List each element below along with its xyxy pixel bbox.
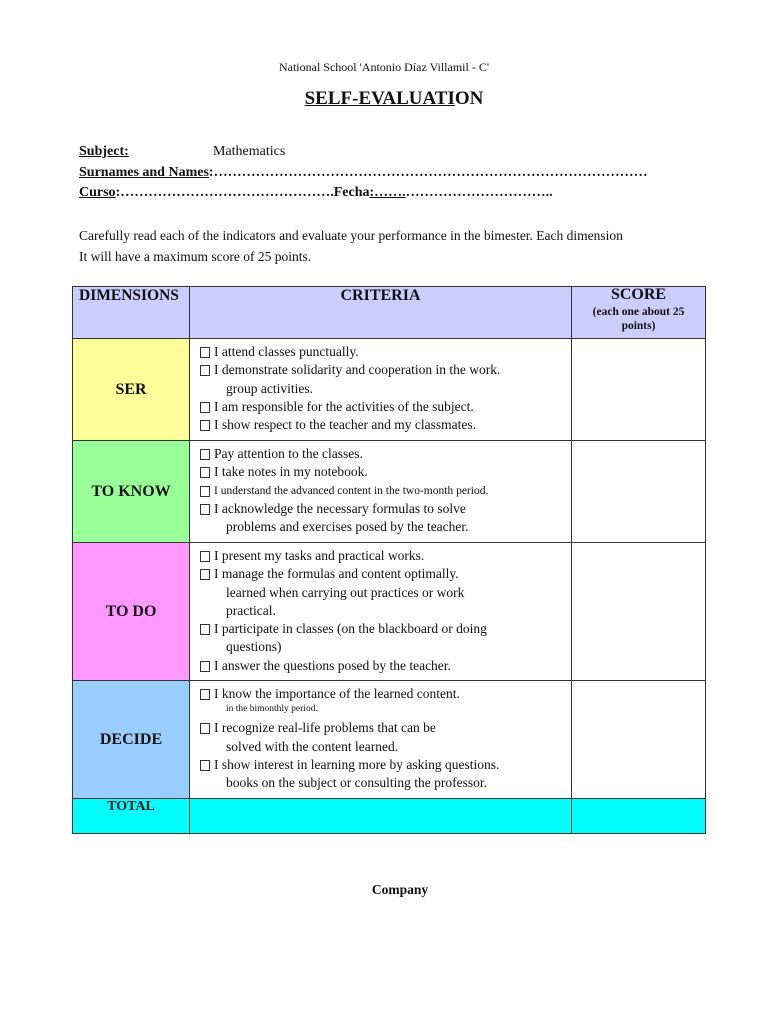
instructions-line-1: Carefully read each of the indicators and evaluate your performance in the bimester. Each dimension	[79, 228, 623, 243]
criterion-text: I recognize real-life problems that can be	[214, 720, 436, 736]
score-cell-to-know[interactable]	[572, 441, 706, 543]
criterion-text: I present my tasks and practical works.	[214, 548, 425, 563]
curso-fecha-field[interactable]	[79, 185, 553, 201]
dimension-to-do: TO DO	[73, 543, 190, 681]
criterion-text: I participate in classes (on the blackboard or doing	[214, 621, 487, 637]
criterion-item[interactable]	[200, 565, 563, 620]
title-underlined: SELF-EVALUATI	[304, 88, 455, 109]
checkbox-icon[interactable]	[200, 467, 210, 478]
criterion-note: in the bimonthly period.	[226, 704, 318, 715]
criterion-text: I demonstrate solidarity and cooperation in the work.	[214, 362, 501, 378]
checkbox-icon[interactable]	[200, 689, 210, 700]
table-row-ser	[73, 339, 706, 441]
criterion-item[interactable]	[200, 756, 563, 793]
dimension-to-know: TO KNOW	[73, 441, 190, 543]
header-dimensions: DIMENSIONS	[73, 287, 190, 339]
table-row-to-know	[73, 441, 706, 543]
criterion-text-cont: group activities.	[226, 380, 313, 396]
total-score-cell[interactable]	[572, 799, 706, 834]
surnames-blank: :…………………………………………………………………………………	[208, 165, 648, 180]
checkbox-icon[interactable]	[200, 569, 210, 580]
checkbox-icon[interactable]	[200, 504, 210, 515]
criterion-item[interactable]	[200, 361, 563, 398]
criterion-item[interactable]	[200, 398, 563, 416]
checkbox-icon[interactable]	[200, 624, 210, 635]
criterion-text-cont: solved with the content learned.	[226, 738, 399, 754]
checkbox-icon[interactable]	[200, 420, 210, 431]
criterion-item[interactable]	[200, 445, 563, 463]
criterion-text: I know the importance of the learned content.	[214, 686, 460, 701]
header-criteria: CRITERIA	[190, 287, 572, 339]
checkbox-icon[interactable]	[200, 486, 210, 497]
subject-label: Subject:	[79, 144, 129, 159]
surnames-label: Surnames and Names	[79, 165, 209, 180]
checkbox-icon[interactable]	[200, 347, 210, 358]
fecha-blank-underlined: :…….	[369, 185, 406, 200]
table-header-row	[73, 287, 706, 339]
criterion-text-cont: practical.	[226, 602, 276, 618]
dimension-ser: SER	[73, 339, 190, 441]
header-score	[572, 287, 706, 339]
page-title	[0, 88, 768, 110]
score-cell-decide[interactable]	[572, 681, 706, 799]
criterion-text: I take notes in my notebook.	[214, 464, 368, 480]
fecha-blank: ………………………….	[405, 185, 550, 200]
fecha-label: Fecha	[333, 185, 370, 200]
checkbox-icon[interactable]	[200, 661, 210, 672]
header-score-label: SCORE	[610, 286, 667, 303]
total-criteria-cell	[190, 799, 572, 834]
title-rest: ON	[454, 88, 484, 109]
total-label: TOTAL	[73, 799, 190, 834]
checkbox-icon[interactable]	[200, 723, 210, 734]
instructions-line-2: It will have a maximum score of 25 points.	[79, 249, 312, 264]
criterion-text-cont: learned when carrying out practices or work	[226, 584, 465, 600]
criterion-item[interactable]	[200, 482, 563, 500]
checkbox-icon[interactable]	[200, 760, 210, 771]
criterion-text-cont: questions)	[226, 639, 282, 655]
criterion-item[interactable]	[200, 547, 563, 565]
criterion-text-cont: problems and exercises posed by the teacher.	[226, 519, 469, 535]
surnames-field[interactable]	[79, 165, 648, 181]
criterion-text: I understand the advanced content in the two-month period.	[214, 484, 489, 497]
company-label: Company	[371, 882, 429, 897]
curso-blank: :……………………………………….	[115, 185, 334, 200]
evaluation-table	[72, 286, 706, 834]
criterion-item[interactable]	[200, 685, 563, 715]
checkbox-icon[interactable]	[200, 551, 210, 562]
table-row-total	[73, 799, 706, 834]
criteria-to-do	[190, 543, 572, 681]
criterion-item[interactable]	[200, 343, 563, 361]
school-name: National School 'Antonio Díaz Villamil - C'	[278, 60, 490, 74]
criteria-ser	[190, 339, 572, 441]
fecha-end: .	[549, 185, 553, 200]
checkbox-icon[interactable]	[200, 449, 210, 460]
criterion-text: Pay attention to the classes.	[214, 446, 363, 461]
dimension-decide: DECIDE	[73, 681, 190, 799]
checkbox-icon[interactable]	[200, 402, 210, 413]
criterion-item[interactable]	[200, 719, 563, 756]
criterion-text: I acknowledge the necessary formulas to solve	[214, 500, 466, 516]
subject-field	[79, 144, 286, 160]
score-cell-to-do[interactable]	[572, 543, 706, 681]
table-row-to-do	[73, 543, 706, 681]
criteria-decide	[190, 681, 572, 799]
checkbox-icon[interactable]	[200, 365, 210, 376]
criterion-text-cont: books on the subject or consulting the professor.	[226, 775, 487, 791]
subject-value: Mathematics	[213, 144, 286, 159]
criterion-text: I answer the questions posed by the teacher.	[214, 657, 451, 673]
criterion-text: I show respect to the teacher and my classmates.	[214, 417, 477, 433]
criterion-item[interactable]	[200, 416, 563, 434]
header-score-note: (each one about 25 points)	[592, 306, 685, 332]
criterion-text: I manage the formulas and content optimally.	[214, 566, 459, 582]
criterion-item[interactable]	[200, 657, 563, 675]
instructions	[79, 225, 699, 267]
criterion-text: I attend classes punctually.	[214, 344, 359, 359]
curso-label: Curso	[79, 185, 116, 200]
criterion-text: I show interest in learning more by asking questions.	[214, 756, 500, 772]
score-cell-ser[interactable]	[572, 339, 706, 441]
criteria-to-know	[190, 441, 572, 543]
table-row-decide	[73, 681, 706, 799]
criterion-item[interactable]	[200, 463, 563, 481]
criterion-item[interactable]	[200, 620, 563, 657]
criterion-text: I am responsible for the activities of the subject.	[214, 398, 474, 414]
criterion-item[interactable]	[200, 500, 563, 537]
